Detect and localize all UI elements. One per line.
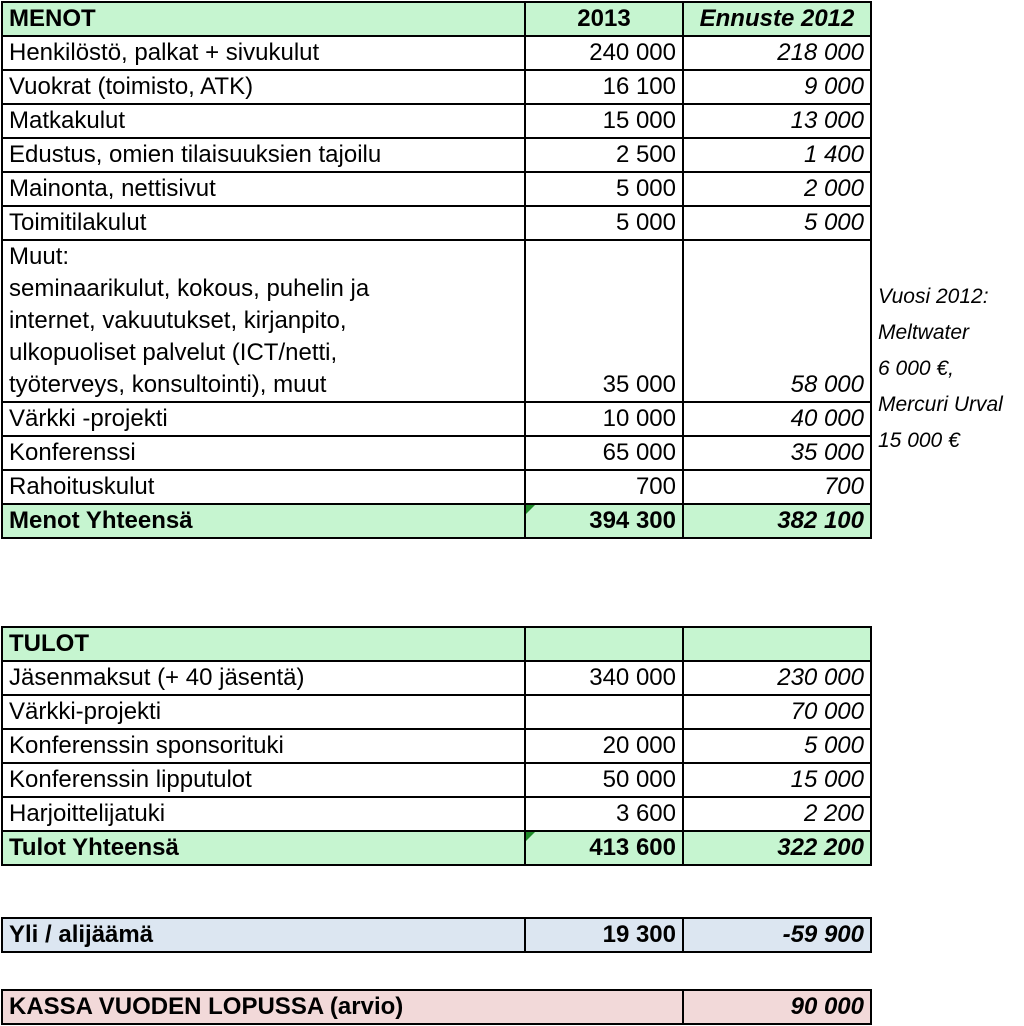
income-total-label[interactable]: Tulot Yhteensä bbox=[2, 831, 525, 865]
row-label[interactable]: Toimitilakulut bbox=[2, 206, 525, 240]
surplus-2012[interactable]: -59 900 bbox=[683, 918, 871, 952]
expenses-header-2012[interactable]: Ennuste 2012 bbox=[683, 2, 871, 36]
income-total-2013[interactable] bbox=[525, 831, 683, 865]
value-2012[interactable]: 700 bbox=[683, 470, 871, 504]
income-table bbox=[1, 626, 872, 866]
value-2013[interactable]: 3 600 bbox=[525, 797, 683, 831]
value-2012[interactable]: 2 200 bbox=[683, 797, 871, 831]
row-label[interactable]: Rahoituskulut bbox=[2, 470, 525, 504]
other-expenses-line: internet, vakuutukset, kirjanpito, bbox=[9, 307, 347, 334]
row-label[interactable]: Jäsenmaksut (+ 40 jäsentä) bbox=[2, 661, 525, 695]
value-2012[interactable]: 15 000 bbox=[683, 763, 871, 797]
value-2013[interactable]: 10 000 bbox=[525, 402, 683, 436]
expenses-total-2013[interactable] bbox=[525, 504, 683, 538]
table-row bbox=[2, 661, 871, 695]
comment-marker-icon bbox=[526, 832, 535, 841]
value-2012[interactable]: 70 000 bbox=[683, 695, 871, 729]
expenses-table bbox=[1, 1, 872, 539]
table-row bbox=[2, 729, 871, 763]
row-label[interactable]: Värkki-projekti bbox=[2, 695, 525, 729]
table-row-other-expenses bbox=[2, 240, 871, 402]
value-2013[interactable]: 50 000 bbox=[525, 763, 683, 797]
expenses-total-2013-value: 394 300 bbox=[589, 507, 676, 534]
expenses-header-label[interactable]: MENOT bbox=[2, 2, 525, 36]
table-row bbox=[2, 763, 871, 797]
value-2013[interactable]: 16 100 bbox=[525, 70, 683, 104]
other-expenses-label[interactable] bbox=[2, 240, 525, 402]
cash-row bbox=[2, 990, 871, 1024]
row-label[interactable]: Harjoittelijatuki bbox=[2, 797, 525, 831]
value-2012[interactable]: 2 000 bbox=[683, 172, 871, 206]
value-2013[interactable]: 65 000 bbox=[525, 436, 683, 470]
value-2012[interactable]: 218 000 bbox=[683, 36, 871, 70]
expenses-header-2013[interactable]: 2013 bbox=[525, 2, 683, 36]
value-2013[interactable]: 340 000 bbox=[525, 661, 683, 695]
value-2012[interactable]: 9 000 bbox=[683, 70, 871, 104]
other-expenses-line: ulkopuoliset palvelut (ICT/netti, bbox=[9, 339, 338, 366]
value-2013[interactable]: 20 000 bbox=[525, 729, 683, 763]
value-2012[interactable]: 13 000 bbox=[683, 104, 871, 138]
expenses-total-2012[interactable]: 382 100 bbox=[683, 504, 871, 538]
other-expenses-line: seminaarikulut, kokous, puhelin ja bbox=[9, 275, 370, 302]
value-2012[interactable]: 1 400 bbox=[683, 138, 871, 172]
value-2013[interactable]: 5 000 bbox=[525, 172, 683, 206]
note-line: Meltwater bbox=[878, 321, 970, 344]
income-header-2013[interactable] bbox=[525, 627, 683, 661]
value-2013[interactable]: 35 000 bbox=[525, 240, 683, 402]
value-2013[interactable]: 5 000 bbox=[525, 206, 683, 240]
comment-marker-icon bbox=[526, 505, 535, 514]
value-2013[interactable]: 15 000 bbox=[525, 104, 683, 138]
table-row bbox=[2, 470, 871, 504]
income-header-row bbox=[2, 627, 871, 661]
row-label[interactable]: Konferenssin lipputulot bbox=[2, 763, 525, 797]
expenses-header-row bbox=[2, 2, 871, 36]
income-header-2012[interactable] bbox=[683, 627, 871, 661]
table-row bbox=[2, 402, 871, 436]
income-header-label[interactable]: TULOT bbox=[2, 627, 525, 661]
table-row bbox=[2, 206, 871, 240]
value-2012[interactable]: 35 000 bbox=[683, 436, 871, 470]
surplus-2013[interactable]: 19 300 bbox=[525, 918, 683, 952]
value-2013[interactable] bbox=[525, 695, 683, 729]
cash-2012[interactable]: 90 000 bbox=[683, 990, 871, 1024]
table-row bbox=[2, 138, 871, 172]
table-row bbox=[2, 104, 871, 138]
value-2013[interactable]: 2 500 bbox=[525, 138, 683, 172]
income-total-row bbox=[2, 831, 871, 865]
expenses-total-row bbox=[2, 504, 871, 538]
cash-label[interactable]: KASSA VUODEN LOPUSSA (arvio) bbox=[2, 990, 683, 1024]
table-row bbox=[2, 436, 871, 470]
other-expenses-line: työterveys, konsultointi), muut bbox=[9, 371, 327, 398]
cash-table bbox=[1, 989, 872, 1025]
side-note-2012 bbox=[878, 279, 1003, 459]
value-2012[interactable]: 5 000 bbox=[683, 729, 871, 763]
value-2012[interactable]: 40 000 bbox=[683, 402, 871, 436]
other-expenses-line: Muut: bbox=[9, 243, 70, 270]
note-line: 15 000 € bbox=[878, 429, 960, 452]
table-row bbox=[2, 70, 871, 104]
value-2012[interactable]: 5 000 bbox=[683, 206, 871, 240]
row-label[interactable]: Konferenssi bbox=[2, 436, 525, 470]
row-label[interactable]: Matkakulut bbox=[2, 104, 525, 138]
value-2013[interactable]: 700 bbox=[525, 470, 683, 504]
value-2012[interactable]: 230 000 bbox=[683, 661, 871, 695]
note-line: Mercuri Urval bbox=[878, 393, 1003, 416]
row-label[interactable]: Konferenssin sponsorituki bbox=[2, 729, 525, 763]
note-line: 6 000 €, bbox=[878, 357, 954, 380]
note-line: Vuosi 2012: bbox=[878, 285, 989, 308]
table-row bbox=[2, 695, 871, 729]
table-row bbox=[2, 172, 871, 206]
value-2012[interactable]: 58 000 bbox=[683, 240, 871, 402]
income-total-2013-value: 413 600 bbox=[589, 834, 676, 861]
row-label[interactable]: Henkilöstö, palkat + sivukulut bbox=[2, 36, 525, 70]
surplus-row bbox=[2, 918, 871, 952]
row-label[interactable]: Värkki -projekti bbox=[2, 402, 525, 436]
income-total-2012[interactable]: 322 200 bbox=[683, 831, 871, 865]
row-label[interactable]: Vuokrat (toimisto, ATK) bbox=[2, 70, 525, 104]
table-row bbox=[2, 797, 871, 831]
expenses-total-label[interactable]: Menot Yhteensä bbox=[2, 504, 525, 538]
value-2013[interactable]: 240 000 bbox=[525, 36, 683, 70]
row-label[interactable]: Mainonta, nettisivut bbox=[2, 172, 525, 206]
surplus-label[interactable]: Yli / alijäämä bbox=[2, 918, 525, 952]
surplus-table bbox=[1, 917, 872, 953]
row-label[interactable]: Edustus, omien tilaisuuksien tajoilu bbox=[2, 138, 525, 172]
table-row bbox=[2, 36, 871, 70]
